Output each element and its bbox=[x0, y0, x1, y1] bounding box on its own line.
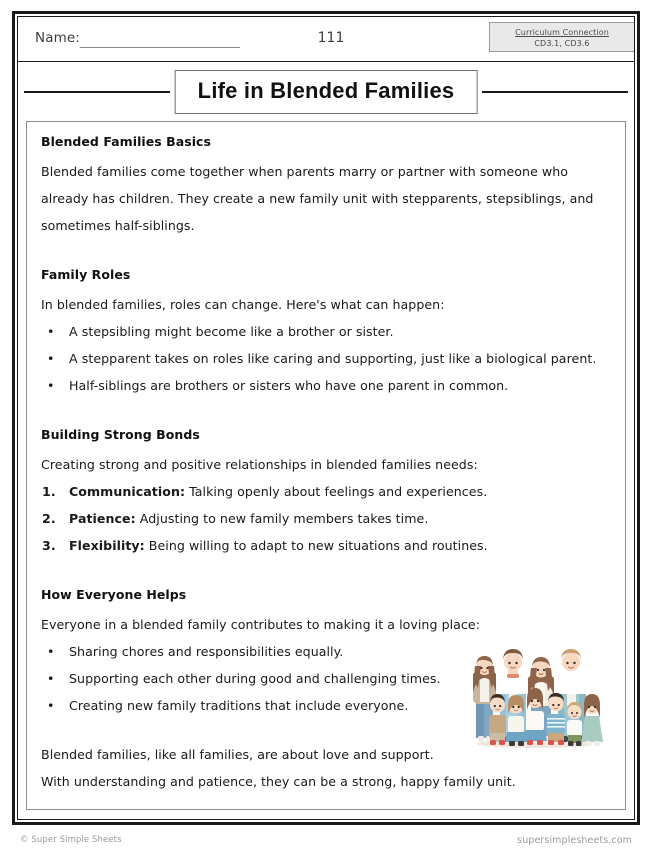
list-item-number: 2. bbox=[42, 511, 56, 526]
child-boy-center-right bbox=[547, 693, 565, 745]
section-heading: Blended Families Basics bbox=[41, 134, 211, 149]
list-item-text: Supporting each other during good and challenging times. bbox=[69, 671, 441, 686]
list-item-text: Sharing chores and responsibilities equally. bbox=[69, 644, 344, 659]
list-item bbox=[41, 372, 611, 399]
list-item-text: A stepparent takes on roles like caring and supporting, just like a biological parent. bbox=[69, 351, 597, 366]
list-item-lead: Flexibility: bbox=[69, 538, 145, 553]
bullet-icon: • bbox=[47, 324, 55, 339]
worksheet-header bbox=[18, 17, 634, 62]
curriculum-connection-title: Curriculum Connection bbox=[515, 28, 609, 37]
list-item bbox=[41, 345, 611, 372]
section-paragraph: Blended families come together when parents marry or partner with someone who already has children. They create a new family unit with stepparents, stepsiblings, and sometimes half-siblings. bbox=[41, 164, 594, 233]
page-inner-frame bbox=[17, 16, 635, 820]
title-band bbox=[18, 62, 634, 120]
section-heading: How Everyone Helps bbox=[41, 587, 187, 602]
section-blended-families-basics bbox=[41, 134, 611, 239]
list-item-number: 3. bbox=[42, 538, 56, 553]
list-item-rest: Being willing to adapt to new situations and routines. bbox=[144, 538, 488, 553]
page-title-box bbox=[175, 70, 478, 114]
section-heading: Family Roles bbox=[41, 267, 131, 282]
list-item bbox=[41, 505, 611, 532]
list-item-lead: Patience: bbox=[69, 511, 136, 526]
curriculum-connection-codes: CD3.1, CD3.6 bbox=[534, 39, 590, 48]
title-rule-right bbox=[482, 91, 628, 93]
list-item-lead: Communication: bbox=[69, 484, 186, 499]
list-item bbox=[41, 532, 611, 559]
section-paragraph: Everyone in a blended family contributes to making it a loving place: bbox=[41, 617, 480, 632]
page-number: 111 bbox=[317, 30, 345, 46]
list-item-text: Creating new family traditions that include everyone. bbox=[69, 698, 409, 713]
bullet-icon: • bbox=[47, 378, 55, 393]
section-building-strong-bonds bbox=[41, 427, 611, 559]
list-item-text: A stepsibling might become like a brother or sister. bbox=[69, 324, 394, 339]
page-outer-frame bbox=[12, 11, 640, 825]
footer-website: supersimplesheets.com bbox=[517, 835, 632, 846]
spacer bbox=[41, 239, 611, 267]
list-item bbox=[41, 318, 611, 345]
bullet-icon: • bbox=[47, 671, 55, 686]
section-paragraph: Creating strong and positive relationships in blended families needs: bbox=[41, 457, 478, 472]
bullet-icon: • bbox=[47, 698, 55, 713]
closing-line-1: Blended families, like all families, are about love and support. bbox=[41, 747, 434, 762]
name-label: Name: bbox=[35, 30, 80, 46]
spacer bbox=[41, 559, 611, 587]
spacer bbox=[41, 399, 611, 427]
closing-line-2: With understanding and patience, they can be a strong, happy family unit. bbox=[41, 774, 516, 789]
list-item-text: Half-siblings are brothers or sisters who have one parent in common. bbox=[69, 378, 509, 393]
child-boy-left bbox=[489, 694, 506, 745]
section-family-roles bbox=[41, 267, 611, 399]
name-input-line[interactable] bbox=[80, 47, 240, 48]
bullet-icon: • bbox=[47, 351, 55, 366]
title-rule-left bbox=[24, 91, 170, 93]
footer-copyright: © Super Simple Sheets bbox=[20, 835, 122, 845]
curriculum-connection-box bbox=[489, 22, 634, 52]
list-item-text bbox=[69, 505, 611, 532]
list-item-rest: Adjusting to new family members takes time. bbox=[135, 511, 429, 526]
section-paragraph: In blended families, roles can change. Here's what can happen: bbox=[41, 297, 445, 312]
worksheet-content bbox=[26, 121, 626, 810]
page-title: Life in Blended Families bbox=[197, 78, 455, 103]
list-item bbox=[41, 478, 611, 505]
section-heading: Building Strong Bonds bbox=[41, 427, 200, 442]
page-footer bbox=[0, 833, 652, 852]
list-item-text bbox=[69, 532, 611, 559]
blended-family-illustration bbox=[459, 636, 611, 751]
list-item-number: 1. bbox=[42, 484, 56, 499]
list-item-text bbox=[69, 478, 611, 505]
child-boy-right-small bbox=[567, 702, 582, 746]
bullet-icon: • bbox=[47, 644, 55, 659]
list-item-rest: Talking openly about feelings and experiences. bbox=[185, 484, 488, 499]
